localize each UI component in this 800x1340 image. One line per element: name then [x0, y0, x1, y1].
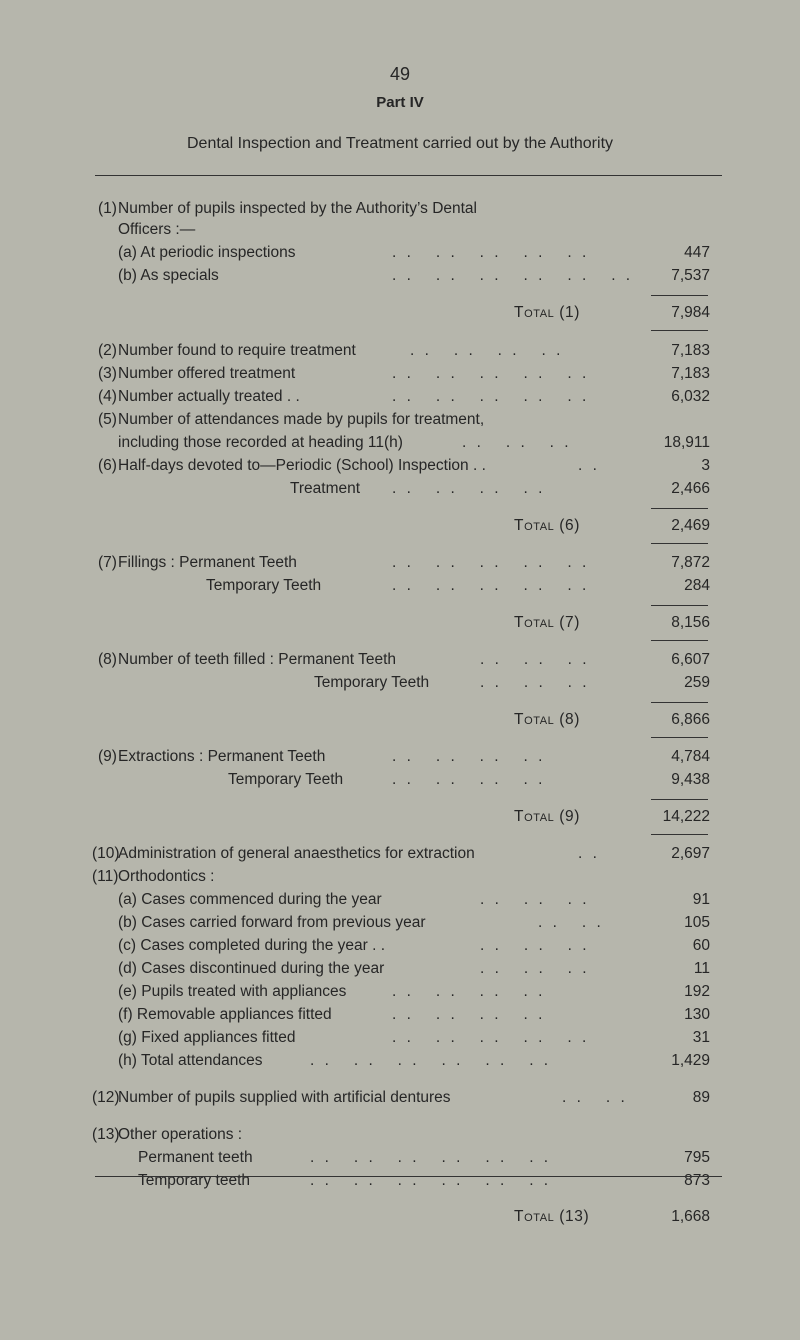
item-label: (g) Fixed appliances fitted	[118, 1029, 296, 1046]
table-row	[0, 649, 800, 671]
item-value: 130	[684, 1006, 710, 1023]
total-underline	[651, 737, 708, 738]
dot-leader: . . . .	[538, 914, 604, 931]
table-row	[0, 552, 800, 574]
item-label: Temporary Teeth	[206, 577, 322, 594]
item-label: Permanent teeth	[138, 1149, 253, 1166]
item-value: 11	[693, 960, 710, 977]
item-number: (12)	[92, 1089, 120, 1106]
table-row	[0, 386, 800, 408]
item-label: Half-days devoted to—Periodic (School) Inspection . .	[118, 457, 486, 474]
item-label: Temporary Teeth	[228, 771, 344, 788]
item-number: (1)	[98, 200, 117, 217]
item-value: 447	[684, 244, 710, 261]
table-row	[0, 1087, 800, 1109]
table-row	[0, 769, 800, 791]
item-value: 89	[692, 1089, 710, 1106]
item-value: 2,697	[671, 845, 710, 862]
item-value: 7,872	[671, 554, 710, 571]
dot-leader: . . . . . . . .	[410, 342, 564, 359]
item-number: (9)	[98, 748, 117, 765]
dot-leader: . .	[578, 457, 600, 474]
item-label: Number of teeth filled : Permanent Teeth	[118, 651, 397, 668]
item-value: 873	[684, 1172, 710, 1189]
table-row	[0, 981, 800, 1003]
subtotal-rule	[651, 295, 708, 296]
item-number: (3)	[98, 365, 117, 382]
item-number: (5)	[98, 411, 117, 428]
item-value: 4,784	[671, 748, 710, 765]
total-underline	[651, 543, 708, 544]
item-value: 6,607	[671, 651, 710, 668]
bottom-rule	[95, 1176, 722, 1177]
total-row	[0, 709, 800, 731]
page-number: 49	[389, 64, 411, 84]
item-label: (a) Cases commenced during the year	[118, 891, 382, 908]
table-row	[0, 1050, 800, 1072]
total-value: 2,469	[671, 517, 710, 534]
table-row	[0, 265, 800, 287]
item-value: 2,466	[671, 480, 710, 497]
item-label: including those recorded at heading 11(h)	[118, 434, 403, 451]
total-label: Total (1)	[514, 304, 581, 321]
item-value: 259	[684, 674, 710, 691]
dot-leader: . . . . . . . .	[392, 983, 546, 1000]
dot-leader: . . . . . . . . . . . .	[310, 1172, 552, 1189]
dot-leader: . . . .	[562, 1089, 628, 1106]
dot-leader: . .	[578, 845, 600, 862]
part-heading: Part IV	[376, 94, 424, 111]
item-label: Orthodontics :	[118, 868, 215, 885]
page-title: Dental Inspection and Treatment carried out by the Authority	[186, 135, 614, 152]
total-value: 1,668	[671, 1208, 710, 1225]
subtotal-rule	[651, 799, 708, 800]
total-label: Total (8)	[514, 711, 581, 728]
item-number: (11)	[92, 868, 119, 885]
item-label: (h) Total attendances	[118, 1052, 263, 1069]
item-label: Extractions : Permanent Teeth	[118, 748, 326, 765]
total-row	[0, 806, 800, 828]
dot-leader: . . . . . . . . . .	[392, 365, 590, 382]
item-value: 3	[701, 457, 710, 474]
table-row	[0, 935, 800, 957]
dot-leader: . . . . . . . .	[392, 1006, 546, 1023]
table-row	[0, 1124, 800, 1146]
total-label: Total (13)	[514, 1208, 590, 1225]
table-row	[0, 219, 800, 241]
item-label: (f) Removable appliances fitted	[118, 1006, 332, 1023]
total-underline	[651, 834, 708, 835]
total-value: 6,866	[671, 711, 710, 728]
table-row	[0, 889, 800, 911]
item-value: 1,429	[671, 1052, 710, 1069]
item-number: (8)	[98, 651, 117, 668]
dot-leader: . . . . . .	[480, 937, 590, 954]
dot-leader: . . . . . . . . . .	[392, 577, 590, 594]
table-row	[0, 575, 800, 597]
total-underline	[651, 640, 708, 641]
item-number: (4)	[98, 388, 117, 405]
table-row	[0, 340, 800, 362]
dot-leader: . . . . . . . . . . . .	[310, 1052, 552, 1069]
item-label: Number of pupils supplied with artificial dentures	[118, 1089, 451, 1106]
item-value: 6,032	[671, 388, 710, 405]
table-row	[0, 363, 800, 385]
item-label: (c) Cases completed during the year . .	[118, 937, 386, 954]
item-value: 60	[692, 937, 710, 954]
table-row	[0, 958, 800, 980]
dot-leader: . . . . . .	[480, 674, 590, 691]
item-number: (2)	[98, 342, 117, 359]
item-value: 18,911	[663, 434, 710, 451]
dot-leader: . . . . . .	[462, 434, 572, 451]
table-row	[0, 1004, 800, 1026]
item-value: 192	[684, 983, 710, 1000]
dot-leader: . . . . . . . . . .	[392, 388, 590, 405]
item-value: 31	[692, 1029, 710, 1046]
subtotal-rule	[651, 605, 708, 606]
dot-leader: . . . . . . . . . .	[392, 554, 590, 571]
item-label: (b) As specials	[118, 267, 219, 284]
item-label: Number found to require treatment	[118, 342, 356, 359]
dot-leader: . . . . . . . . . . . .	[392, 267, 634, 284]
item-label: (b) Cases carried forward from previous year	[118, 914, 426, 931]
dot-leader: . . . . . . . . . .	[392, 1029, 590, 1046]
item-number: (7)	[98, 554, 117, 571]
top-rule	[95, 175, 722, 176]
table-row	[0, 198, 800, 220]
item-label: Temporary teeth	[138, 1172, 250, 1189]
table-row	[0, 455, 800, 477]
item-number: (10)	[92, 845, 120, 862]
table-row	[0, 432, 800, 454]
item-label: Number of pupils inspected by the Authority’s Dental	[118, 200, 477, 217]
total-row	[0, 302, 800, 324]
table-row	[0, 672, 800, 694]
item-label: (d) Cases discontinued during the year	[118, 960, 385, 977]
dot-leader: . . . . . .	[480, 960, 590, 977]
total-row	[0, 1206, 800, 1228]
total-label: Total (7)	[514, 614, 581, 631]
item-number: (13)	[92, 1126, 120, 1143]
table-row	[0, 409, 800, 431]
dot-leader: . . . . . . . . . . . .	[310, 1149, 552, 1166]
item-value: 795	[684, 1149, 710, 1166]
total-value: 7,984	[671, 304, 710, 321]
total-value: 8,156	[671, 614, 710, 631]
dot-leader: . . . . . .	[480, 651, 590, 668]
table-row	[0, 242, 800, 264]
item-label: Fillings : Permanent Teeth	[118, 554, 297, 571]
table-row	[0, 843, 800, 865]
item-value: 9,438	[671, 771, 710, 788]
total-underline	[651, 330, 708, 331]
item-value: 91	[692, 891, 710, 908]
table-row	[0, 746, 800, 768]
dot-leader: . . . . . . . . . .	[392, 244, 590, 261]
item-label: Officers :—	[118, 221, 196, 238]
dot-leader: . . . . . . . .	[392, 480, 546, 497]
item-value: 7,537	[671, 267, 710, 284]
item-label: Number of attendances made by pupils for treatment,	[118, 411, 485, 428]
item-value: 284	[684, 577, 710, 594]
item-label: Number actually treated . .	[118, 388, 300, 405]
item-value: 105	[684, 914, 710, 931]
table-row	[0, 478, 800, 500]
total-label: Total (9)	[514, 808, 581, 825]
dot-leader: . . . . . . . .	[392, 771, 546, 788]
item-label: Treatment	[290, 480, 361, 497]
table-row	[0, 1170, 800, 1192]
table-row	[0, 866, 800, 888]
dot-leader: . . . . . .	[480, 891, 590, 908]
item-label: Other operations :	[118, 1126, 243, 1143]
item-label: Administration of general anaesthetics for extraction	[118, 845, 475, 862]
table-row	[0, 1027, 800, 1049]
subtotal-rule	[651, 508, 708, 509]
item-label: (a) At periodic inspections	[118, 244, 296, 261]
dot-leader: . . . . . . . .	[392, 748, 546, 765]
item-number: (6)	[98, 457, 117, 474]
table-row	[0, 912, 800, 934]
item-label: Number offered treatment	[118, 365, 296, 382]
total-label: Total (6)	[514, 517, 581, 534]
total-row	[0, 612, 800, 634]
item-label: (e) Pupils treated with appliances	[118, 983, 347, 1000]
item-label: Temporary Teeth	[314, 674, 430, 691]
item-value: 7,183	[671, 342, 710, 359]
subtotal-rule	[651, 702, 708, 703]
total-value: 14,222	[662, 808, 710, 825]
table-row	[0, 1147, 800, 1169]
item-value: 7,183	[671, 365, 710, 382]
total-row	[0, 515, 800, 537]
